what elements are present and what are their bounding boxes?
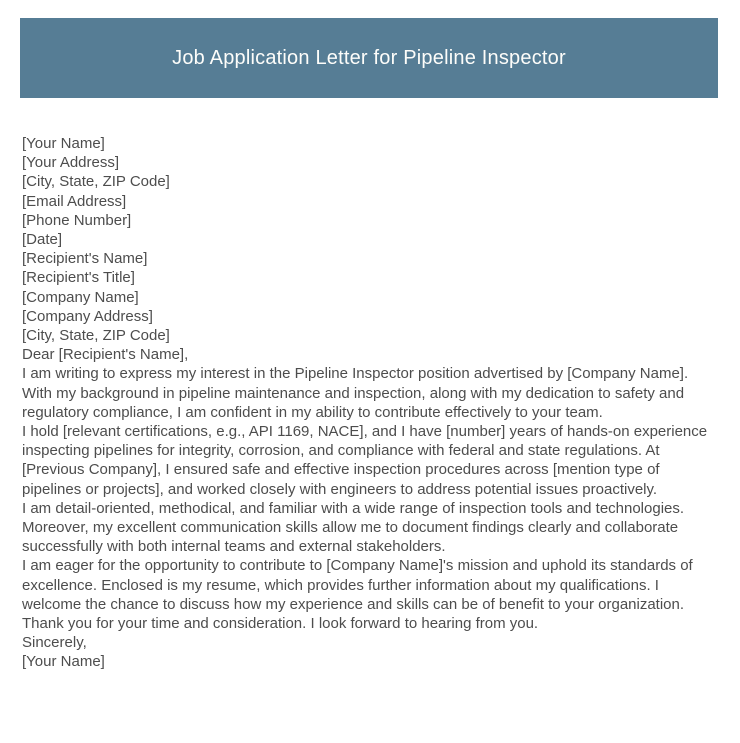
paragraph-experience: I hold [relevant certifications, e.g., API 1169, NACE], and I have [number] years of hands-on experience inspecting pipelines for integrity, corrosion, and compliance with federal and state regulations. At [Previous Company], I ensured safe and effective inspection procedures across [mention type of pipelines or projects], and worked closely with engineers to address potential issues proactively.	[22, 423, 708, 498]
company-city-line: [City, State, ZIP Code]	[22, 327, 170, 345]
recipient-title-line: [Recipient's Title]	[22, 269, 135, 287]
closing-line: Sincerely,	[22, 634, 87, 652]
company-address-line: [Company Address]	[22, 307, 153, 325]
sender-city-line: [City, State, ZIP Code]	[22, 173, 170, 191]
sender-name-line: [Your Name]	[22, 135, 105, 152]
company-name-line: [Company Name]	[22, 288, 139, 306]
paragraph-introduction: I am writing to express my interest in the Pipeline Inspector position advertised by [Company Name]. With my background in pipeline maintenance and inspection, along with my dedication to safety and regulatory compliance, I am confident in my ability to contribute effectively to your team.	[22, 365, 689, 421]
sender-email-line: [Email Address]	[22, 192, 127, 210]
signature-line: [Your Name]	[22, 653, 105, 671]
title-banner	[20, 18, 718, 98]
date-line: [Date]	[22, 231, 63, 249]
sender-phone-line: [Phone Number]	[22, 211, 132, 229]
recipient-name-line: [Recipient's Name]	[22, 250, 148, 268]
salutation-line: Dear [Recipient's Name],	[22, 346, 189, 364]
paragraph-skills: I am detail-oriented, methodical, and familiar with a wide range of inspection tools and technologies. Moreover, my excellent communication skills allow me to document findings clearly and collaborate successfully with both internal teams and external stakeholders.	[22, 499, 685, 556]
letter-body	[22, 134, 716, 672]
document-title: Job Application Letter for Pipeline Inspector	[172, 46, 566, 69]
sender-address-line: [Your Address]	[22, 154, 120, 172]
paragraph-thank-you: Thank you for your time and consideration. I look forward to hearing from you.	[22, 615, 539, 633]
paragraph-closing-pitch: I am eager for the opportunity to contribute to [Company Name]'s mission and uphold its standards of excellence. Enclosed is my resume, which provides further information about my qualifications. I welcome the chance to discuss how my experience and skills can be of benefit to your organization.	[22, 557, 693, 613]
